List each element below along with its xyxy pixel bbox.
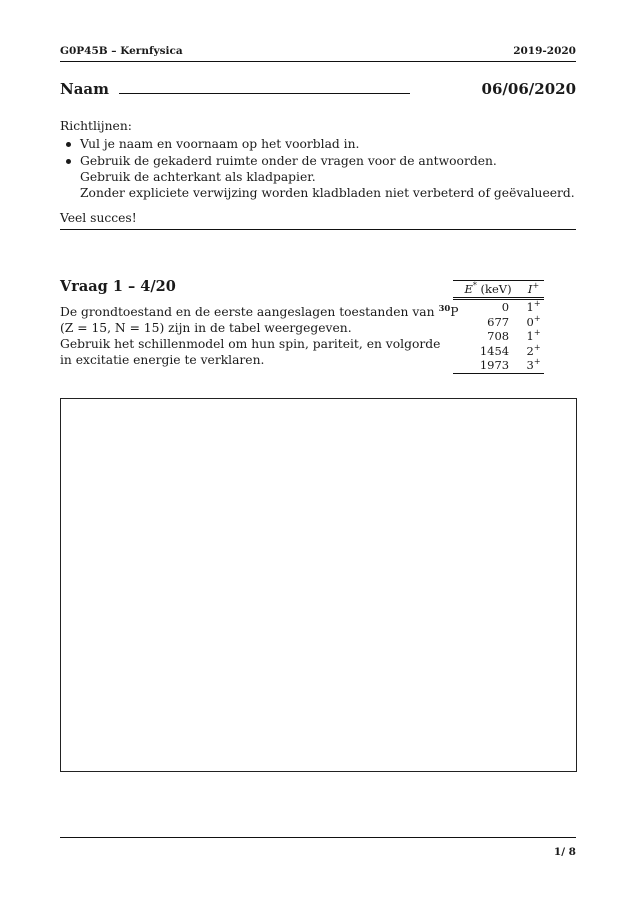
- energy-level-table: [453, 280, 544, 374]
- table-row: [453, 344, 544, 359]
- instructions-list: [60, 136, 580, 202]
- footer-rule: [60, 837, 576, 838]
- bullet-icon: [66, 159, 71, 164]
- spin-cell: 1+: [526, 299, 541, 314]
- question-line-2: (Z = 15, N = 15) zijn in de tabel weergegeven.: [60, 321, 352, 335]
- closing-text: Veel succes!: [60, 211, 137, 225]
- academic-year: 2019-2020: [513, 45, 576, 57]
- table-row: [453, 358, 544, 373]
- answer-box[interactable]: [60, 398, 577, 772]
- page-number: 1/ 8: [553, 846, 576, 858]
- instructions-heading: Richtlijnen:: [60, 119, 132, 133]
- spin-cell: 2+: [526, 342, 541, 358]
- instruction-text: Gebruik de achterkant als kladpapier.: [80, 170, 316, 184]
- isotope-symbol: P: [450, 305, 459, 319]
- spin-column-header: I+: [523, 281, 544, 299]
- energy-cell: 0: [501, 300, 510, 314]
- question-line-4: in excitatie energie te verklaren.: [60, 353, 265, 367]
- spin-cell: 3+: [523, 358, 544, 373]
- name-input-line[interactable]: [119, 93, 410, 94]
- list-item: [60, 153, 580, 201]
- bullet-icon: [66, 142, 71, 147]
- energy-cell: 1973: [453, 358, 523, 373]
- energy-cell: 708: [487, 329, 510, 343]
- question-line-1: De grondtoestand en de eerste aangeslagen toestanden van $^{30}$P: [60, 303, 459, 319]
- instruction-text: Gebruik de gekaderd ruimte onder de vragen voor de antwoorden.: [80, 154, 497, 168]
- table-row: [453, 299, 544, 315]
- name-label: Naam: [60, 80, 110, 98]
- course-code: G0P45B – Kernfysica: [60, 45, 183, 57]
- table-row: [453, 329, 544, 344]
- question-title: Vraag 1 – 4/20: [60, 278, 176, 295]
- header-rule: [60, 61, 576, 62]
- instruction-text: Vul je naam en voornaam op het voorblad in.: [80, 137, 360, 151]
- list-item: [60, 136, 580, 152]
- exam-date: 06/06/2020: [481, 80, 576, 98]
- section-divider: [60, 229, 576, 230]
- question-line-3: Gebruik het schillenmodel om hun spin, pariteit, en volgorde: [60, 337, 441, 351]
- spin-cell: 1+: [526, 328, 541, 343]
- question-text: [60, 303, 459, 368]
- isotope-mass: 30: [438, 303, 451, 314]
- table-row: [453, 315, 544, 330]
- instruction-text: Zonder expliciete verwijzing worden kladbladen niet verbeterd of geëvalueerd.: [80, 186, 575, 200]
- energy-column-header: E* (keV): [453, 281, 523, 299]
- energy-cell: 677: [487, 314, 510, 329]
- spin-cell: 0+: [526, 313, 541, 329]
- energy-cell: 1454: [479, 343, 510, 358]
